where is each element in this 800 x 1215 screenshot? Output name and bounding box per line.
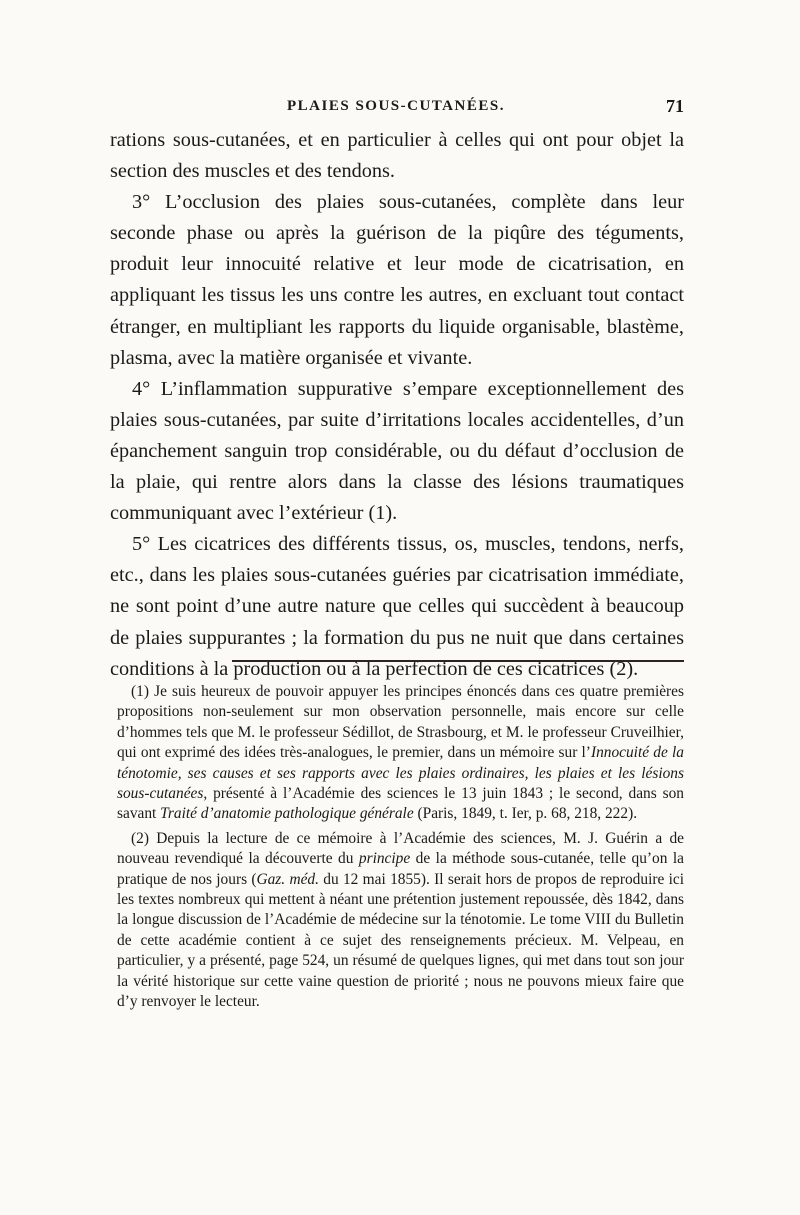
footnote-1-text-a: (1) Je suis heureux de pouvoir appuyer les principes énoncés dans ces quatre premières propositions non-seulement sur mon observation personnelle, mais encore sur celle d’hommes tels que M. le professeur Sédillot, de Strasbourg, et M. le professeur Cruveilhier, qui ont exprimé des idées très-analogues, le premier, dans un mémoire sur l’ bbox=[117, 683, 684, 762]
footnote-1-treatise-italic: Traité d’anatomie pathologique générale bbox=[160, 805, 414, 823]
footnote-2-principe-italic: principe bbox=[358, 850, 411, 868]
footnote-2-text-c: de la méthode sous-cutanée, telle qu’on la pratique de nos jours ( bbox=[117, 850, 684, 888]
paragraph-continuation: rations sous-cutanées, et en particulier à celles qui ont pour objet la section des muscles et des tendons. bbox=[110, 129, 684, 183]
running-title: PLAIES SOUS-CUTANÉES. bbox=[287, 98, 505, 114]
paragraph-proposition-4: 4° L’inflammation suppurative s’empare exceptionnellement des plaies sous-cutanées, par suite d’irritations locales accidentelles, d’un épanchement sanguin trop considérable, ou du défaut d’occlusion de la plaie, qui rentre alors dans la classe des lésions traumatiques communiquant avec l’extérieur (1). bbox=[110, 377, 684, 525]
page-number: 71 bbox=[666, 96, 684, 116]
footnote-1-text-c: , présenté à l’Académie des sciences le 13 juin 1843 ; le second, dans son savant bbox=[117, 785, 684, 823]
paragraph-proposition-5: 5° Les cicatrices des différents tissus, os, muscles, tendons, nerfs, etc., dans les plaies sous-cutanées guéries par cicatrisation immédiate, ne sont point d’une autre nature que celles qui succèdent à beaucoup de plaies suppurantes ; la formation du pus ne nuit que dans certaines conditions à la production ou à la perfection de ces cicatrices (2). bbox=[110, 533, 684, 680]
footnote-1-text-e: (Paris, 1849, t. Ier, p. 68, 218, 222). bbox=[413, 805, 638, 823]
footnote-1-title-italic: Innocuité de la ténotomie, ses causes et ses rapports avec les plaies ordinaires, les plaies et les lésions sous-cutanées bbox=[117, 744, 684, 803]
footnotes bbox=[117, 682, 684, 1017]
footnote-2-text-a: (2) Depuis la lecture de ce mémoire à l’Académie des sciences, M. J. Guérin a de nouveau revendiqué la découverte du bbox=[117, 829, 684, 868]
footnote-1 bbox=[117, 682, 684, 825]
page-header bbox=[108, 98, 684, 120]
footnote-divider bbox=[232, 660, 684, 662]
footnote-2 bbox=[117, 829, 684, 1013]
footnote-2-text-e: du 12 mai 1855). Il serait hors de propos de reproduire ici les textes nombreux qui mettent à néant une prétention justement repoussée, dès 1842, dans la longue discussion de l’Académie de médecine sur la ténotomie. Le tome VIII du Bulletin de cette académie contient à ce sujet des renseignements précieux. M. Velpeau, en particulier, y a présenté, page 524, un résumé de quelques lignes, qui met dans tout son jour la vérité historique sur cette vaine question de priorité ; nous ne pouvons mieux faire que d’y renvoyer le lecteur. bbox=[117, 870, 684, 1011]
main-text bbox=[110, 125, 684, 685]
footnote-2-gazette-italic: Gaz. méd. bbox=[256, 870, 319, 888]
paragraph-proposition-3: 3° L’occlusion des plaies sous-cutanées, complète dans leur seconde phase ou après la guérison de la piqûre des téguments, produit leur innocuité relative et leur mode de cicatrisation, en appliquant les tissus les uns contre les autres, en excluant tout contact étranger, en multipliant les rapports du liquide organisable, blastème, plasma, avec la matière organisée et vivante. bbox=[110, 191, 684, 369]
